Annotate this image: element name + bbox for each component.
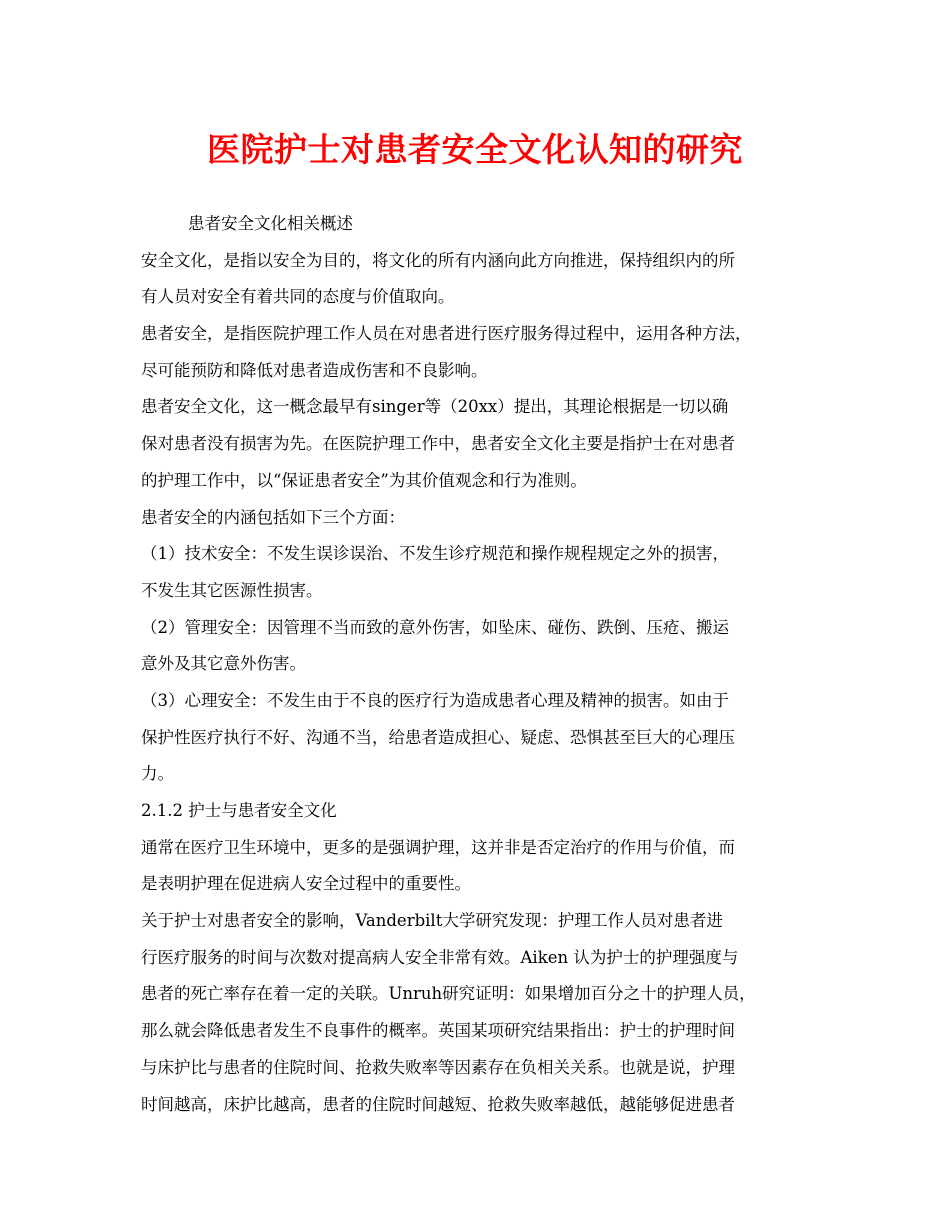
text-line: 那么就会降低患者发生不良事件的概率。英国某项研究结果指出：护士的护理时间 <box>141 1021 735 1041</box>
text-line: 是表明护理在促进病人安全过程中的重要性。 <box>141 874 471 894</box>
text-line: 时间越高，床护比越高，患者的住院时间越短、抢救失败率越低，越能够促进患者 <box>141 1094 735 1114</box>
text-line: 患者安全的内涵包括如下三个方面： <box>141 507 405 527</box>
text-line: 的护理工作中，以“保证患者安全”为其价值观念和行为准则。 <box>141 470 587 490</box>
text-line: 关于护士对患者安全的影响，Vanderbilt大学研究发现：护理工作人员对患者进 <box>141 911 723 931</box>
list-item-line: （2）管理安全：因管理不当而致的意外伤害，如坠床、碰伤、跌倒、压疮、搬运 <box>141 617 729 637</box>
document-title: 医院护士对患者安全文化认知的研究 <box>207 130 743 169</box>
text-line: 不发生其它医源性损害。 <box>141 580 323 600</box>
document-body <box>141 206 825 1123</box>
text-line: 力。 <box>141 764 174 784</box>
text-line: 通常在医疗卫生环境中，更多的是强调护理，这并非是否定治疗的作用与价值，而 <box>141 837 735 857</box>
list-item-line: （3）心理安全：不发生由于不良的医疗行为造成患者心理及精神的损害。如由于 <box>141 690 729 710</box>
section-heading: 2.1.2 护士与患者安全文化 <box>141 801 337 820</box>
text-line: 尽可能预防和降低对患者造成伤害和不良影响。 <box>141 360 488 380</box>
text-line: 安全文化，是指以安全为目的，将文化的所有内涵向此方向推进，保持组织内的所 <box>141 250 735 270</box>
text-line: 行医疗服务的时间与次数对提高病人安全非常有效。Aiken 认为护士的护理强度与 <box>141 947 739 967</box>
text-line: 意外及其它意外伤害。 <box>141 654 306 674</box>
text-line: 患者安全，是指医院护理工作人员在对患者进行医疗服务得过程中，运用各种方法， <box>141 324 752 344</box>
text-line: 患者安全文化，这一概念最早有singer等（20xx）提出，其理论根据是一切以确 <box>141 397 729 417</box>
text-line: 保对患者没有损害为先。在医院护理工作中，患者安全文化主要是指护士在对患者 <box>141 434 735 454</box>
text-line: 保护性医疗执行不好、沟通不当，给患者造成担心、疑虑、恐惧甚至巨大的心理压 <box>141 727 735 747</box>
section-heading: 患者安全文化相关概述 <box>188 214 353 233</box>
text-line: 有人员对安全有着共同的态度与价值取向。 <box>141 287 455 307</box>
list-item-line: （1）技术安全：不发生误诊误治、不发生诊疗规范和操作规程规定之外的损害， <box>141 544 729 564</box>
text-line: 与床护比与患者的住院时间、抢救失败率等因素存在负相关关系。也就是说，护理 <box>141 1057 735 1077</box>
text-line: 患者的死亡率存在着一定的关联。Unruh研究证明：如果增加百分之十的护理人员， <box>141 984 756 1004</box>
